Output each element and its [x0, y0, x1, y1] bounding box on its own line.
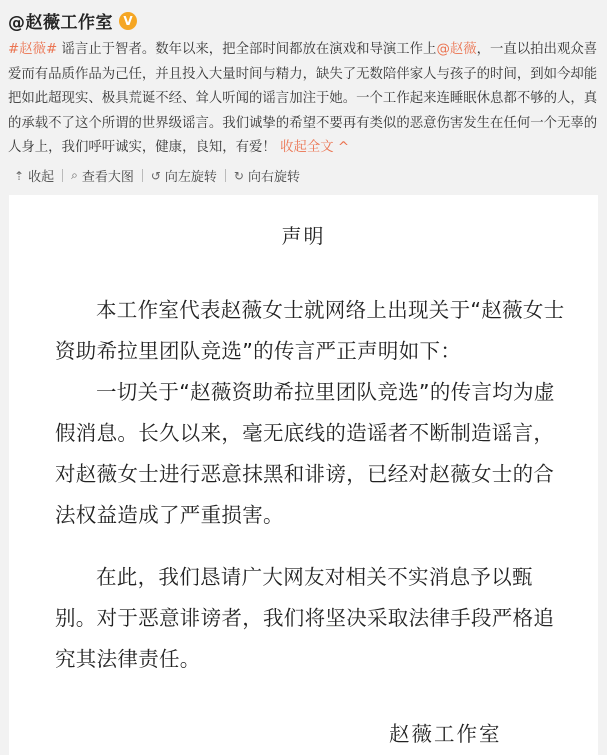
magnifier-icon: ⌕ — [71, 168, 78, 182]
statement-paragraph-3: 在此，我们恳请广大网友对相关不实消息予以甄别。对于恶意诽谤者，我们将坚决采取法律手段严格追究其法律责任。 — [55, 565, 555, 671]
post-text-part-1: 谣言止于智者。数年以来，把全部时间都放在演戏和导演工作上 — [57, 42, 437, 57]
verified-badge-icon: V — [119, 12, 137, 30]
statement-signature: 赵薇工作室 — [389, 722, 502, 746]
view-large-image-button[interactable] — [63, 166, 142, 185]
image-action-bar — [6, 166, 308, 185]
post-text-part-2: ，一直以拍出观众喜爱而有品质作品为己任，并且投入大量时间与精力，缺失了无数陪伴家人与孩子的时间，到如今却能把如此超现实、极具荒诞不经、耸人听闻的谣言加注于她。一个工作起来连睡眠休息都不够的人，真的承载不了这个所谓的世界级谣言。我们诚挚的希望不要再有类似的恶意伤害发生在任何一个无辜的人身上，我们呼吁诚实，健康，良知，有爱！ — [8, 42, 598, 155]
author-name[interactable]: @赵薇工作室 — [8, 13, 113, 33]
hashtag-link[interactable]: #赵薇# — [8, 42, 58, 57]
rotate-right-label: 向右旋转 — [247, 170, 300, 185]
rotate-right-icon: ↻ — [233, 168, 244, 183]
collapse-button-label: 收起 — [28, 170, 55, 185]
weibo-post — [0, 0, 607, 193]
rotate-left-icon: ↺ — [150, 168, 161, 183]
rotate-left-label: 向左旋转 — [164, 170, 217, 185]
post-author — [8, 8, 137, 33]
collapse-text-link[interactable]: 收起全文 ^ — [280, 140, 350, 155]
collapse-up-icon: ⇡ — [14, 168, 25, 183]
statement-image — [9, 195, 598, 755]
statement-paragraph-1: 本工作室代表赵薇女士就网络上出现关于“赵薇女士资助希拉里团队竞选”的传言严正声明如下： — [55, 298, 565, 363]
collapse-button[interactable] — [6, 166, 62, 185]
post-body — [8, 38, 600, 161]
rotate-right-button[interactable] — [226, 166, 308, 185]
mention-link[interactable]: @赵薇 — [436, 42, 477, 57]
rotate-left-button[interactable] — [143, 166, 225, 185]
statement-paragraph-2: 一切关于“赵薇资助希拉里团队竞选”的传言均为虚假消息。长久以来，毫无底线的造谣者不断制造谣言，对赵薇女士进行恶意抹黑和诽谤，已经对赵薇女士的合法权益造成了严重损害。 — [55, 380, 555, 527]
statement-title: 声明 — [281, 224, 326, 248]
view-large-image-label: 查看大图 — [81, 170, 134, 185]
